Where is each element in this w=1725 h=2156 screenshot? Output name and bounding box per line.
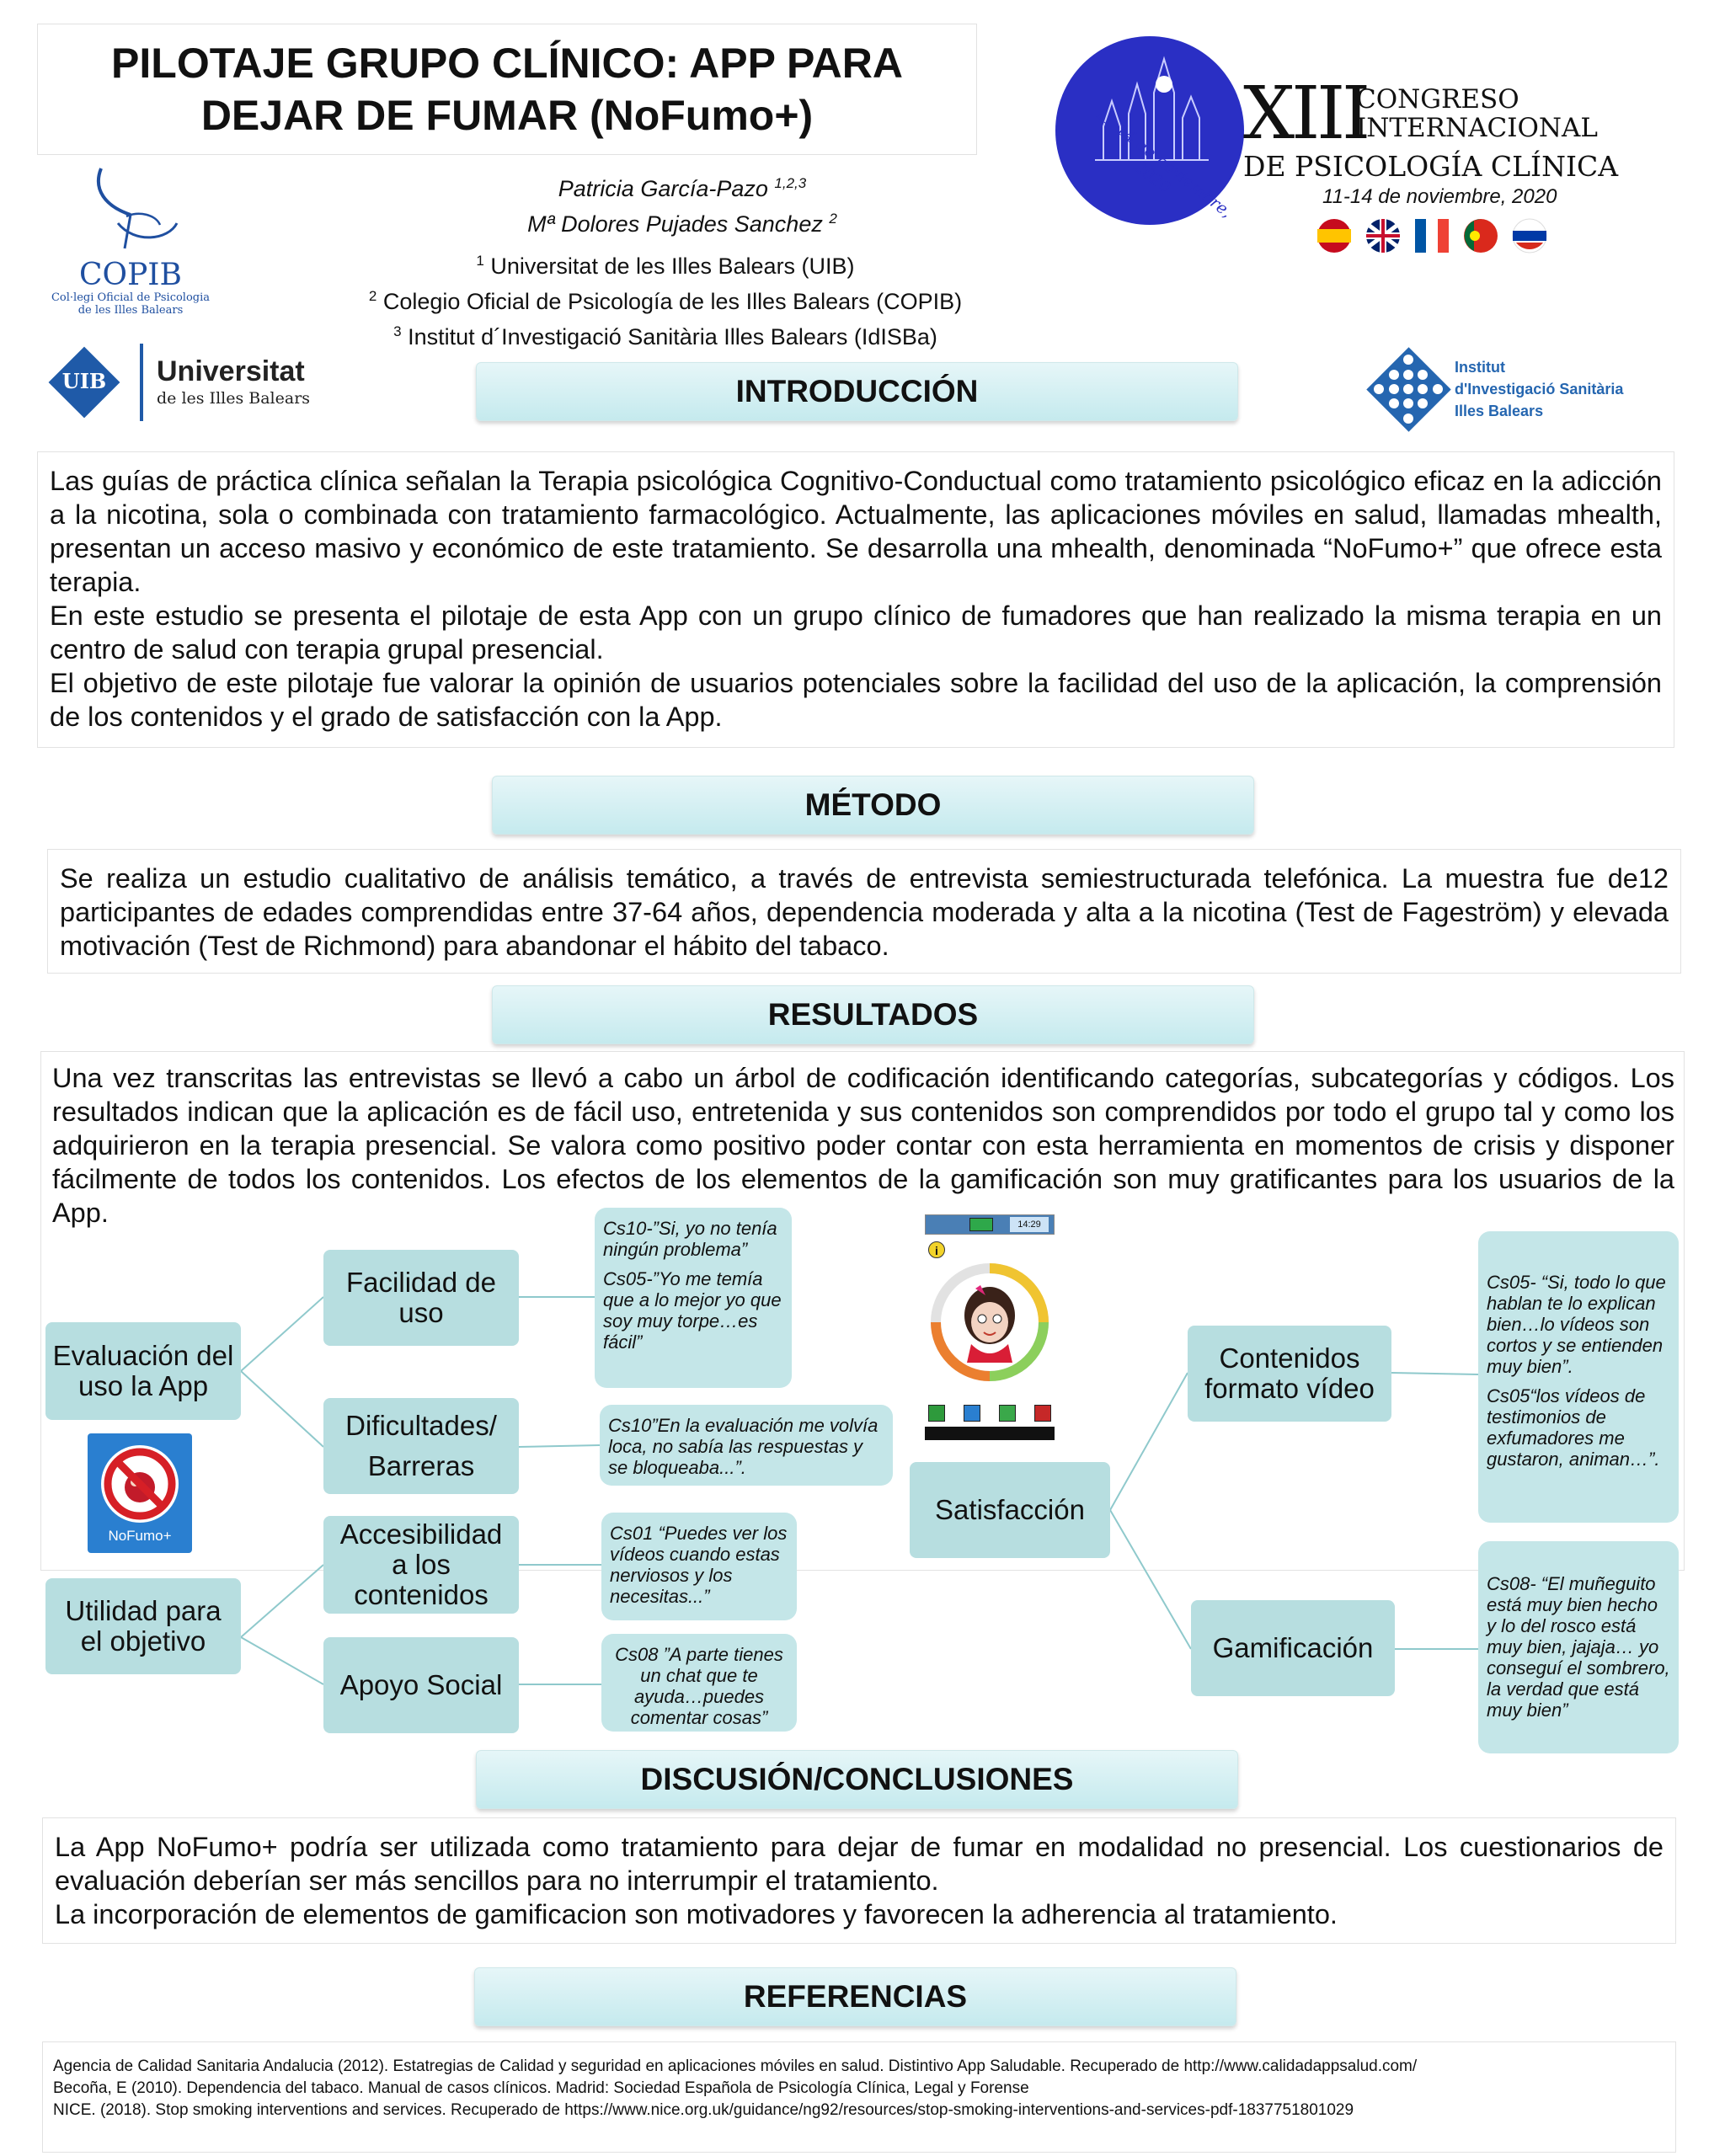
- avatar-progress-ring-icon: [925, 1263, 1055, 1381]
- referencias-list: [42, 2041, 1676, 2153]
- reference-item: Agencia de Calidad Sanitaria Andalucia (2012). Estatregias de Calidad y seguridad en aplicaciones móviles en salud. Distintivo App Saludable. Recuperado de http://www.calidadappsalud.com/: [53, 2057, 1418, 2075]
- introduccion-p1: Las guías de práctica clínica señalan la Terapia psicológica Cognitivo-Conductual como tratamiento psicológico eficaz en la adicción a la nicotina, sola o combinada con tratamiento farmacológico. Actualmente, las aplicaciones móviles en salud, llamadas mhealth, presentan un acceso masivo y económico de este tratamiento. Se desarrolla una mhealth, denominada “NoFumo+” que ofrece esta terapia.: [50, 466, 1662, 597]
- quote-gamificacion: Cs08- “El muñeguito está muy bien hecho y lo del rosco está muy bien, jajaja… yo conseguí el sombrero, la verdad que está muy bien”: [1478, 1541, 1679, 1753]
- node-contenidos-video: Contenidos formato vídeo: [1188, 1326, 1391, 1422]
- app-screenshot: [923, 1213, 1056, 1442]
- quote-video-2: Cs05“los vídeos de testimonios de exfumadores me gustaron, animan…”.: [1487, 1385, 1660, 1470]
- nav-stats-icon[interactable]: [964, 1405, 980, 1422]
- node-accesibilidad: Accesibilidad a los contenidos: [323, 1516, 519, 1614]
- node-utilidad: Utilidad para el objetivo: [45, 1578, 241, 1674]
- nav-home-icon[interactable]: [928, 1405, 945, 1422]
- affiliation-3: $^3$ Institut d´Investigació Sanitària Illes Balears (IdISBa): [393, 323, 937, 350]
- quote-facilidad-2: Cs05-”Yo me temía que a lo mejor yo que soy muy torpe…es fácil”: [603, 1268, 782, 1353]
- affiliation-2: $^2$ Colegio Oficial de Psicología de les Illes Balears (COPIB): [368, 288, 963, 314]
- node-dificultades: Dificultades/ Barreras: [323, 1398, 519, 1494]
- nav-chat-icon[interactable]: [999, 1405, 1016, 1422]
- heading-referencias: REFERENCIAS: [474, 1967, 1236, 2026]
- copib-name: COPIB: [79, 258, 182, 292]
- quote-facilidad: [595, 1208, 792, 1388]
- uib-sub: de les Illes Balears: [157, 389, 311, 408]
- quote-facilidad-1: Cs10-”Si, yo no tenía ningún problema”: [603, 1218, 777, 1260]
- congress-roman: XIII: [1243, 72, 1368, 156]
- congress-line3: DE PSICOLOGÍA CLÍNICA: [1243, 150, 1619, 183]
- heading-metodo: MÉTODO: [492, 776, 1254, 835]
- resultados-p1: Una vez transcritas las entrevistas se llevó a cabo un árbol de codificación identificando categorías, subcategorías y códigos. Los resultados indican que la aplicación es de fácil uso, entretenida y sus contenidos son comprendidos por todo el grupo tal y como los adquirieron en la terapia presencial. Se valora como positivo poder contar con esta herramienta en momentos de crisis y disponer fácilmente de todos los contenidos. Los efectos de los elementos de la gamificación son muy gratificantes para los usuarios de la App.: [52, 1063, 1674, 1228]
- heading-resultados: RESULTADOS: [492, 985, 1254, 1044]
- heading-introduccion: INTRODUCCIÓN: [476, 362, 1238, 421]
- uib-mark-text: UIB: [61, 369, 107, 393]
- quote-video-1: Cs05- “Si, todo lo que hablan te lo explican bien…lo vídeos son cortos y se entienden muy bien”.: [1487, 1272, 1666, 1377]
- copib-sub1: Col·legi Oficial de Psicologia: [51, 291, 211, 304]
- congress-line1: CONGRESO: [1356, 84, 1519, 115]
- congress-seal-text: 11-14 de noviembre, 2020: [1092, 104, 1236, 222]
- congress-dates: 11-14 de noviembre, 2020: [1322, 185, 1557, 208]
- quote-contenidos-video: [1478, 1231, 1679, 1523]
- node-satisfaccion: Satisfacción: [910, 1462, 1110, 1558]
- node-evaluacion: Evaluación del uso la App: [45, 1322, 241, 1420]
- copib-sub2: de les Illes Balears: [77, 304, 184, 317]
- quote-dificultades: Cs10”En la evaluación me volvía loca, no sabía las respuestas y se bloqueaba...”.: [600, 1405, 893, 1486]
- no-smoking-icon: [98, 1442, 182, 1526]
- node-apoyo: Apoyo Social: [323, 1637, 519, 1733]
- poster-title: PILOTAJE GRUPO CLÍNICO: APP PARA DEJAR DE FUMAR (NoFumo+): [37, 24, 977, 155]
- introduccion-p2: En este estudio se presenta el pilotaje de esta App con un grupo clínico de fumadores que han realizado la misma terapia en un centro de salud con terapia grupal presencial.: [50, 600, 1662, 664]
- heading-discusion: DISCUSIÓN/CONCLUSIONES: [476, 1750, 1238, 1809]
- app-status-bar: [925, 1214, 1055, 1235]
- reference-item: NICE. (2018). Stop smoking interventions and services. Recuperado de https://www.nice.org.uk/guidance/ng92/resources/stop-smoking-interventions-and-services-pdf-1837751801029: [53, 2101, 1354, 2119]
- author-1: Patricia García-Pazo $^{1,2,3}$: [558, 175, 807, 201]
- android-nav-bar: [925, 1427, 1055, 1440]
- reference-item: Becoña, E (2010). Dependencia del tabaco. Manual de casos clínicos. Madrid: Sociedad Española de Psicología Clínica, Legal y Forense: [53, 2079, 1029, 2097]
- author-2: Mª Dolores Pujades Sanchez $^2$: [527, 211, 837, 237]
- discusion-p1: La App NoFumo+ podría ser utilizada como tratamiento para dejar de fumar en modalidad no presencial. Los cuestionarios de evaluación deberían ser más sencillos para no interrumpir el tratamiento.: [55, 1832, 1664, 1896]
- congress-line2: INTERNACIONAL: [1356, 113, 1599, 143]
- metodo-p1: Se realiza un estudio cualitativo de análisis temático, a través de entrevista semiestructurada telefónica. La muestra fue de12 participantes de edades comprendidas entre 37-64 años, dependencia moderada y alta a la nicotina (Test de Fageström) y elevada motivación (Test de Richmond) para abandonar el hábito del tabaco.: [60, 863, 1669, 961]
- introduccion-p3: El objetivo de este pilotaje fue valorar la opinión de usuarios potenciales sobre la facilidad del uso de la aplicación, la comprensión de los contenidos y el grado de satisfacción con la App.: [50, 668, 1662, 732]
- app-icon-label: NoFumo+: [108, 1528, 172, 1544]
- nav-alert-icon[interactable]: [1034, 1405, 1051, 1422]
- app-bottom-nav: [928, 1405, 1051, 1420]
- discusion-text: [42, 1817, 1676, 1944]
- quote-apoyo: Cs08 ”A parte tienes un chat que te ayuda…puedes comentar cosas”: [601, 1634, 797, 1732]
- nofumo-app-icon: [88, 1433, 192, 1553]
- node-facilidad: Facilidad de uso: [323, 1250, 519, 1346]
- quote-accesibilidad: Cs01 “Puedes ver los vídeos cuando estas nerviosos y los necesitas...”: [601, 1513, 797, 1620]
- battery-icon: [969, 1218, 993, 1231]
- affiliation-1: $^1$ Universitat de les Illes Balears (UIB): [476, 253, 855, 279]
- info-icon[interactable]: i: [928, 1241, 945, 1258]
- node-gamificacion: Gamificación: [1191, 1600, 1395, 1696]
- idisba-text: Institut d'Investigació Sanitària Illes Balears: [1455, 359, 1624, 419]
- uib-name: Universitat: [157, 355, 305, 387]
- app-clock: 14:29: [1010, 1217, 1049, 1232]
- discusion-p2: La incorporación de elementos de gamificacion son motivadores y favorecen la adherencia al tratamiento.: [55, 1899, 1338, 1929]
